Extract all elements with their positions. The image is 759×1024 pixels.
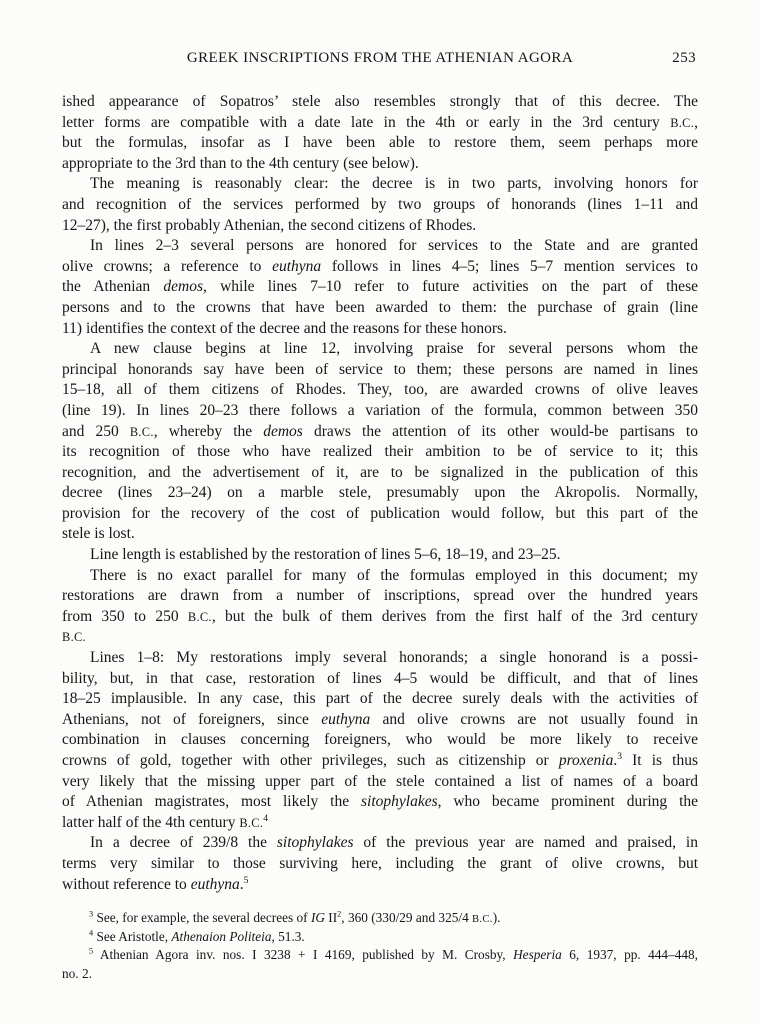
text-run: 12–27), the first probably Athenian, the second citizens of Rhodes. bbox=[62, 216, 477, 234]
text-line bbox=[62, 298, 698, 319]
text-line bbox=[62, 524, 698, 545]
text-line bbox=[62, 277, 698, 298]
footnote-marker: 5 bbox=[89, 946, 94, 956]
text-run: stele is lost. bbox=[62, 525, 135, 543]
body-paragraph bbox=[62, 236, 698, 339]
text-run: ). bbox=[492, 910, 501, 926]
body-paragraph bbox=[62, 92, 698, 174]
text-line bbox=[62, 257, 698, 278]
text-line bbox=[62, 339, 698, 360]
italic-term: demos bbox=[263, 422, 303, 440]
text-run: Lines 1–8: My restorations imply several honorands; a single honorand is a possi- bbox=[90, 649, 698, 667]
italic-term: Athenaion Politeia bbox=[171, 928, 272, 944]
text-run: , 360 (330/29 and 325/4 bbox=[341, 910, 473, 926]
footnote-marker: 2 bbox=[337, 909, 342, 919]
body-paragraph bbox=[62, 566, 698, 648]
text-run: II bbox=[324, 910, 338, 926]
footnotes-section bbox=[62, 909, 698, 983]
text-line bbox=[62, 648, 698, 669]
text-run: its recognition of those who have realized their ambition to be of service to it; this bbox=[62, 443, 698, 461]
text-line bbox=[62, 710, 698, 731]
text-run: . bbox=[239, 875, 244, 893]
text-line bbox=[62, 174, 698, 195]
text-line bbox=[62, 113, 698, 134]
text-run: ished appearance of Sopatros’ stele also resembles strongly that of this decree. The bbox=[62, 93, 698, 110]
text-run: the Athenian bbox=[62, 278, 164, 296]
text-run: letter forms are compatible with a date late in the 4th or early in the 3rd century bbox=[62, 113, 671, 131]
text-run: Line length is established by the restoration of lines 5–6, 18–19, and 23–25. bbox=[90, 546, 561, 564]
era-abbreviation: B.C. bbox=[129, 424, 154, 439]
text-line bbox=[62, 195, 698, 216]
text-line bbox=[62, 360, 698, 381]
running-header bbox=[62, 50, 698, 68]
body-paragraph bbox=[62, 545, 698, 566]
text-line bbox=[62, 422, 698, 443]
text-line bbox=[62, 463, 698, 484]
body-paragraph bbox=[62, 339, 698, 545]
text-run: terms very similar to those surviving here, including the grant of olive crowns, but bbox=[62, 854, 698, 872]
text-run: Athenian Agora inv. nos. I 3238 + I 4169, published by M. Crosby, bbox=[93, 947, 514, 963]
footnote-marker: 5 bbox=[243, 874, 249, 886]
text-line bbox=[62, 236, 698, 257]
text-run: follows in lines 4–5; lines 5–7 mention services to bbox=[321, 257, 698, 275]
text-line bbox=[62, 689, 698, 710]
text-line bbox=[62, 875, 698, 896]
footnote-marker: 4 bbox=[89, 928, 94, 938]
text-line bbox=[62, 730, 698, 751]
text-run: appropriate to the 3rd than to the 4th century (see below). bbox=[62, 154, 419, 172]
text-run: decree (lines 23–24) on a marble stele, presumably upon the Akropolis. Normally, bbox=[62, 484, 698, 502]
text-run: 15–18, all of them citizens of Rhodes. They, too, are awarded crowns of olive leaves bbox=[62, 381, 698, 399]
article-body bbox=[62, 92, 698, 895]
text-line bbox=[62, 154, 698, 175]
text-run: , 51.3. bbox=[271, 928, 305, 944]
text-run: from 350 to 250 bbox=[62, 607, 188, 625]
footnote-line bbox=[62, 965, 698, 984]
text-run: latter half of the 4th century bbox=[62, 813, 240, 831]
era-abbreviation: B.C. bbox=[62, 630, 86, 645]
text-run: , who became prominent during the bbox=[437, 793, 698, 811]
text-run: See, for example, the several decrees of bbox=[93, 910, 311, 926]
text-line bbox=[62, 483, 698, 504]
body-paragraph bbox=[62, 833, 698, 895]
text-run: , while lines 7–10 refer to future activities on the part of these bbox=[202, 278, 698, 296]
text-run: but the formulas, insofar as I have been able to restore them, seem perhaps more bbox=[62, 134, 698, 152]
italic-term: euthyna bbox=[190, 875, 240, 893]
text-run: restorations are drawn from a number of inscriptions, spread over the hundred years bbox=[62, 587, 698, 605]
text-line bbox=[62, 751, 698, 772]
footnote-marker: 4 bbox=[263, 812, 269, 824]
text-line bbox=[62, 669, 698, 690]
footnote-line bbox=[62, 928, 698, 947]
italic-term: proxenia bbox=[558, 752, 614, 769]
text-run: provision for the recovery of the cost of publication would follow, but this part of the bbox=[62, 504, 698, 522]
text-line bbox=[62, 380, 698, 401]
text-run: Athenians, not of foreigners, since bbox=[62, 710, 322, 728]
text-run: There is no exact parallel for many of the formulas employed in this document; my bbox=[90, 566, 698, 584]
text-line bbox=[62, 607, 698, 628]
italic-term: IG bbox=[310, 910, 325, 926]
text-run: A new clause begins at line 12, involving praise for several persons whom the bbox=[90, 340, 698, 358]
footnote-marker: 3 bbox=[617, 750, 623, 762]
text-run: crowns of gold, together with other privileges, such as citizenship or bbox=[62, 752, 559, 769]
text-run: principal honorands say have been of service to them; these persons are named in lines bbox=[62, 360, 698, 378]
text-run: and olive crowns are not usually found in bbox=[370, 710, 699, 728]
footnote-marker: 3 bbox=[89, 909, 94, 919]
text-line bbox=[62, 586, 698, 607]
text-run: very likely that the missing upper part of the stele contained a list of names of a board bbox=[62, 772, 698, 790]
text-run: . bbox=[613, 752, 618, 769]
text-line bbox=[62, 627, 698, 648]
text-run: draws the attention of its other would-be partisans to bbox=[302, 422, 698, 440]
italic-term: euthyna bbox=[272, 257, 322, 275]
page-content bbox=[62, 50, 698, 984]
text-run: (line 19). In lines 20–23 there follows a variation of the formula, common between 350 bbox=[62, 401, 698, 419]
text-line bbox=[62, 216, 698, 237]
text-run: It is thus bbox=[622, 752, 698, 769]
text-run: and recognition of the services performed by two groups of honorands (lines 1–11 and bbox=[62, 195, 698, 213]
text-run: , but the bulk of them derives from the first half of the 3rd century bbox=[211, 607, 698, 625]
text-run: In lines 2–3 several persons are honored for services to the State and are granted bbox=[90, 237, 698, 255]
footnote-line bbox=[62, 909, 698, 928]
era-abbreviation: B.C. bbox=[472, 914, 493, 926]
era-abbreviation: B.C. bbox=[670, 115, 695, 130]
italic-term: sitophylakes bbox=[360, 793, 438, 811]
text-line bbox=[62, 504, 698, 525]
text-run: olive crowns; a reference to bbox=[62, 257, 273, 275]
text-run: no. 2. bbox=[62, 965, 92, 981]
italic-term: euthyna bbox=[321, 710, 371, 728]
text-line bbox=[62, 442, 698, 463]
text-line bbox=[62, 319, 698, 340]
era-abbreviation: B.C. bbox=[239, 815, 264, 830]
text-run: 11) identifies the context of the decree and the reasons for these honors. bbox=[62, 319, 507, 337]
text-run: of the previous year are named and praised, in bbox=[353, 834, 698, 852]
text-line bbox=[62, 854, 698, 875]
text-run: bility, but, in that case, restoration of lines 4–5 would be difficult, and that of lines bbox=[62, 669, 698, 687]
text-line bbox=[62, 92, 698, 113]
page-number: 253 bbox=[672, 50, 696, 66]
text-line bbox=[62, 566, 698, 587]
text-line bbox=[62, 813, 698, 834]
italic-term: Hesperia bbox=[513, 947, 562, 963]
text-run: without reference to bbox=[62, 875, 191, 893]
text-run: In a decree of 239/8 the bbox=[90, 834, 277, 852]
text-run: See Aristotle, bbox=[93, 928, 172, 944]
text-run: recognition, and the advertisement of it, are to be signalized in the publication of this bbox=[62, 463, 698, 481]
text-run: , bbox=[694, 113, 698, 131]
text-line bbox=[62, 545, 698, 566]
text-line bbox=[62, 833, 698, 854]
text-run: , whereby the bbox=[153, 422, 264, 440]
text-line bbox=[62, 401, 698, 422]
italic-term: sitophylakes bbox=[276, 834, 354, 852]
text-run: combination in clauses concerning foreigners, who would be more likely to receive bbox=[62, 731, 698, 749]
era-abbreviation: B.C. bbox=[187, 609, 212, 624]
text-run: 6, 1937, pp. 444–448, bbox=[561, 947, 699, 963]
text-run: of Athenian magistrates, most likely the bbox=[62, 793, 361, 811]
text-run: and 250 bbox=[62, 422, 130, 440]
body-paragraph bbox=[62, 648, 698, 833]
header-title: GREEK INSCRIPTIONS FROM THE ATHENIAN AGORA bbox=[186, 50, 574, 66]
footnote-line bbox=[62, 946, 698, 965]
text-run: persons and to the crowns that have been awarded to them: the purchase of grain (line bbox=[62, 298, 698, 316]
text-run: 18–25 implausible. In any case, this part of the decree surely deals with the activities of bbox=[62, 690, 698, 708]
text-line bbox=[62, 133, 698, 154]
text-line bbox=[62, 792, 698, 813]
body-paragraph bbox=[62, 174, 698, 236]
text-run: The meaning is reasonably clear: the decree is in two parts, involving honors for bbox=[90, 175, 698, 193]
text-line bbox=[62, 772, 698, 793]
italic-term: demos bbox=[163, 278, 203, 296]
